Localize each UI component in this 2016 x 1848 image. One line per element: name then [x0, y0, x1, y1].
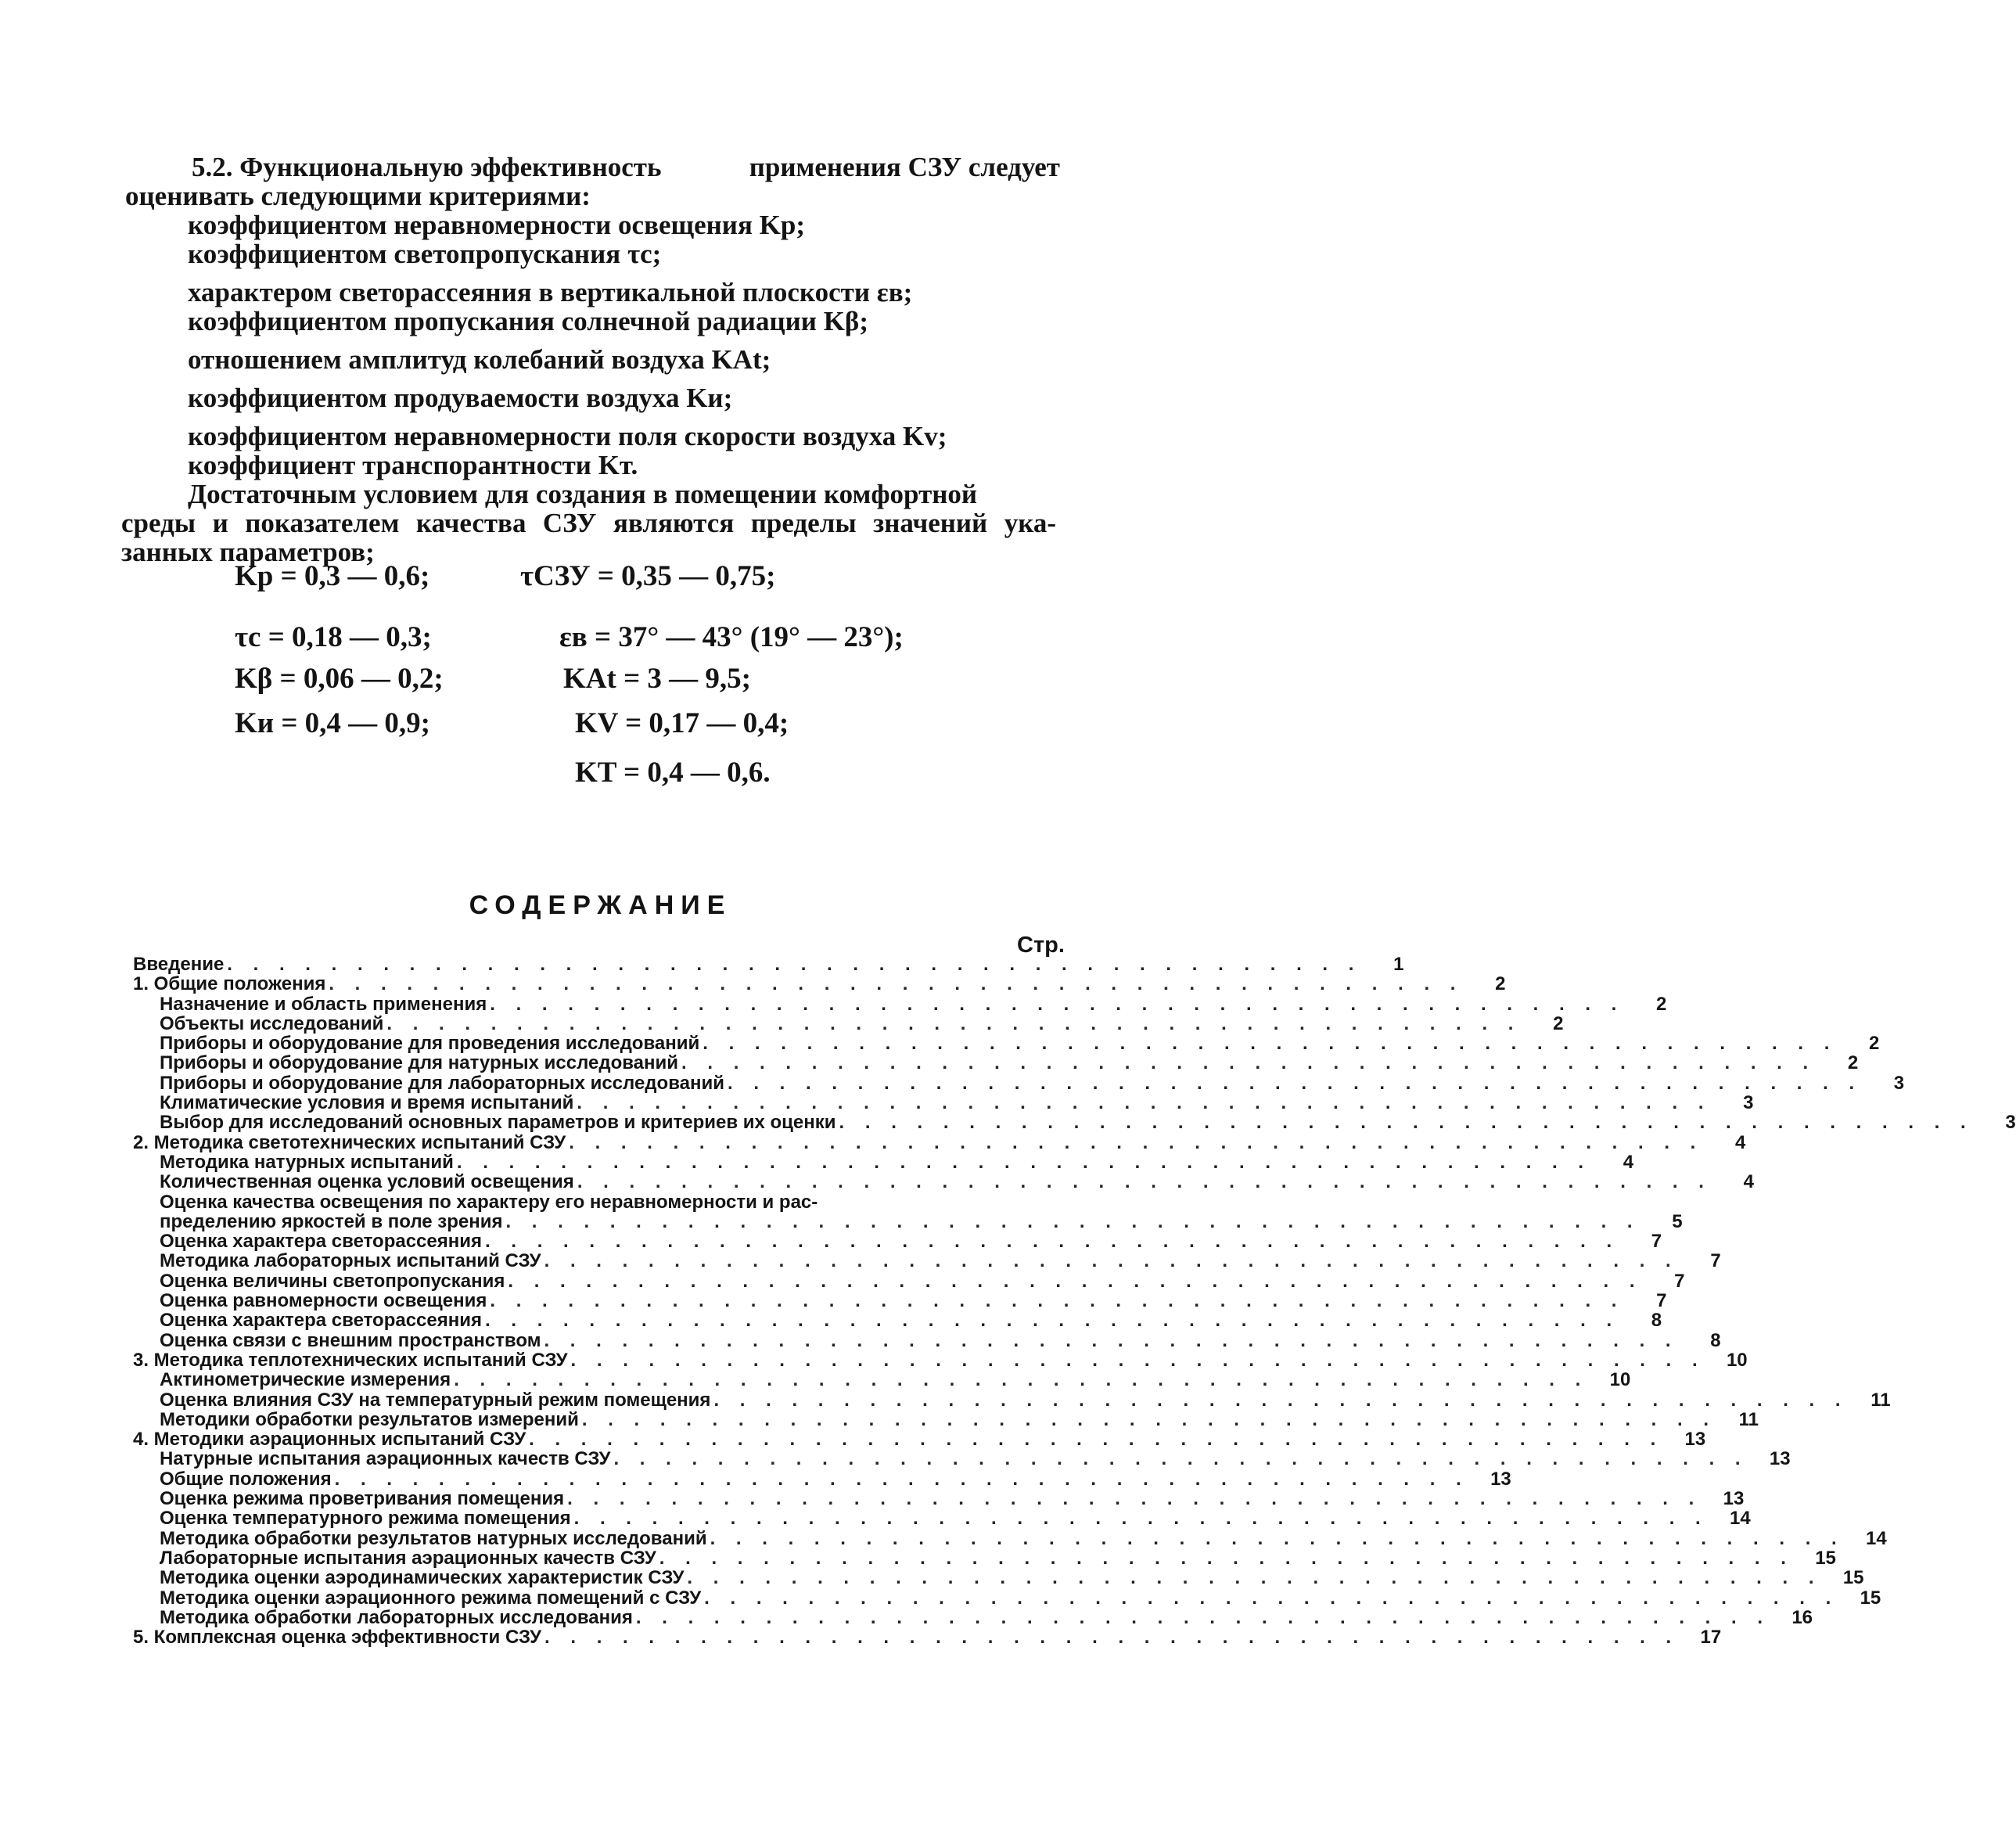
table-of-contents	[133, 954, 2016, 1648]
toc-leader-dots: . . . . . . . . . . . . . . . . . . . . . . . . . . . . . . . . . . . . . . . . . . . .	[456, 1151, 1592, 1173]
toc-leader-dots: . . . . . . . . . . . . . . . . . . . . . . . . . . . . . . . . . . . . . . . . . . . .	[839, 1112, 1974, 1134]
toc-entry-label: Количественная оценка условий освещения	[160, 1171, 574, 1193]
toc-entry-page: 8	[1710, 1329, 1721, 1351]
toc-entry-label: Оценка температурного режима помещения	[160, 1508, 571, 1530]
toc-entry-label: Методика оценки аэродинамических характеристик СЗУ	[160, 1567, 685, 1589]
toc-entry-label: Методики обработки результатов измерений	[160, 1408, 579, 1430]
toc-leader-dots: . . . . . . . . . . . . . . . . . . . . . . . . . . . . . . . . . . . . . . . . . . . .	[334, 1468, 1469, 1490]
toc-entry-page: 5	[1672, 1210, 1683, 1232]
toc-entry	[133, 1389, 1891, 1411]
toc-entry-page: 14	[1866, 1527, 1887, 1549]
toc-entry	[133, 954, 1404, 975]
formula-tc: τс = 0,18 — 0,3;	[235, 621, 432, 653]
toc-entry-label: Оценка величины светопропускания	[160, 1270, 505, 1292]
toc-entry-label: Оценка влияния СЗУ на температурный режим помещения	[160, 1389, 711, 1411]
section-5-2	[121, 152, 1064, 567]
toc-entry-page: 3	[2005, 1112, 2016, 1134]
toc-entry-label: Объекты исследований	[160, 1012, 384, 1034]
toc-entry-page: 13	[1769, 1448, 1791, 1470]
toc-leader-dots: . . . . . . . . . . . . . . . . . . . . . . . . . . . . . . . . . . . . . . . . . . . .	[454, 1369, 1589, 1391]
toc-entry	[133, 1567, 1864, 1589]
toc-entry-label: Натурные испытания аэрационных качеств СЗУ	[160, 1448, 611, 1470]
toc-entry-label: Общие положения	[160, 1468, 332, 1490]
toc-entry-label: Назначение и область применения	[160, 993, 487, 1015]
toc-entry-label: 2. Методика светотехнических испытаний СЗУ	[133, 1131, 566, 1153]
toc-entry-page: 15	[1860, 1587, 1881, 1609]
toc-entry	[133, 1072, 1905, 1094]
toc-leader-dots: . . . . . . . . . . . . . . . . . . . . . . . . . . . . . . . . . . . . . . . . . . . .	[508, 1270, 1643, 1292]
criterion-2: коэффициентом светопропускания τс;	[188, 239, 662, 269]
toc-entry	[133, 1329, 1721, 1351]
toc-entry-label: Введение	[133, 954, 225, 975]
toc-leader-dots: . . . . . . . . . . . . . . . . . . . . . . . . . . . . . . . . . . . . . . . . . . . .	[710, 1527, 1845, 1549]
toc-leader-dots: . . . . . . . . . . . . . . . . . . . . . . . . . . . . . . . . . . . . . . . . . . . .	[687, 1567, 1822, 1589]
toc-entry	[133, 1231, 1662, 1253]
toc-leader-dots: . . . . . . . . . . . . . . . . . . . . . . . . . . . . . . . . . . . . . . . . . . . .	[659, 1547, 1794, 1569]
intro-line-2: оценивать следующими критериями:	[125, 181, 591, 211]
toc-entry-label: пределению яркостей в поле зрения	[160, 1210, 503, 1232]
conclusion-line-1: Достаточным условием для создания в помещении комфортной	[188, 479, 978, 509]
toc-entry-page: 13	[1723, 1488, 1745, 1510]
toc-entry-page: 2	[1869, 1033, 1880, 1055]
criterion-5: отношением амплитуд колебаний воздуха KAt;	[188, 344, 771, 375]
intro-line-1-a: 5.2. Функциональную эффективность	[192, 152, 662, 182]
toc-entry-page: 16	[1791, 1606, 1813, 1628]
toc-entry-page: 4	[1623, 1151, 1634, 1173]
toc-entry	[133, 973, 1506, 995]
toc-entry-page: 2	[1656, 993, 1667, 1015]
formula-kv: KV = 0,17 — 0,4;	[575, 707, 789, 739]
toc-entry-page: 2	[1553, 1012, 1564, 1034]
toc-entry-page: 3	[1893, 1072, 1905, 1094]
toc-entry-label: Методика лабораторных испытаний СЗУ	[160, 1250, 541, 1272]
toc-entry	[133, 1349, 1748, 1371]
toc-entry	[133, 1448, 1791, 1470]
toc-page-header: Стр.	[1017, 933, 1065, 958]
toc-leader-dots: . . . . . . . . . . . . . . . . . . . . . . . . . . . . . . . . . . . . . . . . . . . .	[485, 1310, 1620, 1332]
toc-leader-dots: . . . . . . . . . . . . . . . . . . . . . . . . . . . . . . . . . . . . . . . . . . . .	[577, 1171, 1712, 1193]
toc-entry	[133, 1270, 1685, 1292]
criterion-7: коэффициентом неравномерности поля скорости воздуха Kv;	[188, 421, 947, 451]
conclusion-line-2: среды и показателем качества СЗУ являются пределы значений ука-	[121, 508, 1056, 538]
toc-entry-page: 13	[1490, 1468, 1511, 1490]
toc-entry-page: 13	[1684, 1429, 1706, 1451]
toc-entry	[133, 1092, 1754, 1114]
toc-leader-dots: . . . . . . . . . . . . . . . . . . . . . . . . . . . . . . . . . . . . . . . . . . . .	[544, 1329, 1679, 1351]
toc-entry-page: 10	[1726, 1349, 1748, 1371]
toc-entry-page: 7	[1656, 1290, 1667, 1312]
toc-entry	[133, 1508, 1751, 1530]
toc-entry-page: 8	[1651, 1310, 1662, 1332]
toc-entry	[133, 1408, 1759, 1430]
toc-entry	[133, 1369, 1631, 1391]
toc-entry-page: 10	[1609, 1369, 1631, 1391]
toc-entry-page: 2	[1847, 1052, 1859, 1074]
toc-entry	[133, 1033, 1880, 1055]
formula-ku: Kи = 0,4 — 0,9;	[235, 707, 431, 739]
toc-entry-label: Оценка качества освещения по характеру его неравномерности и рас-	[160, 1191, 818, 1213]
toc-leader-dots: . . . . . . . . . . . . . . . . . . . . . . . . . . . . . . . . . . . . . . . . . . . .	[529, 1429, 1664, 1451]
toc-entry-label: Методика обработки результатов натурных исследований	[160, 1527, 707, 1549]
toc-entry-page: 2	[1495, 973, 1506, 995]
criterion-4: коэффициентом пропускания солнечной радиации Kβ;	[188, 306, 869, 336]
formula-ev: εв = 37° — 43° (19° — 23°);	[559, 621, 904, 653]
toc-leader-dots: . . . . . . . . . . . . . . . . . . . . . . . . . . . . . . . . . . . . . . . . . . . .	[386, 1012, 1522, 1034]
toc-entry	[133, 1210, 1683, 1232]
toc-leader-dots: . . . . . . . . . . . . . . . . . . . . . . . . . . . . . . . . . . . . . . . . . . . .	[581, 1408, 1716, 1430]
toc-entry-label: 3. Методика теплотехнических испытаний СЗУ	[133, 1349, 568, 1371]
toc-entry-page: 15	[1842, 1567, 1864, 1589]
toc-entry-label: 5. Комплексная оценка эффективности СЗУ	[133, 1627, 542, 1648]
toc-entry	[133, 1488, 1745, 1510]
toc-leader-dots: . . . . . . . . . . . . . . . . . . . . . . . . . . . . . . . . . . . . . . . . . . . .	[713, 1389, 1849, 1411]
toc-entry	[133, 1112, 2016, 1134]
toc-entry-page: 11	[1870, 1389, 1891, 1411]
toc-leader-dots: . . . . . . . . . . . . . . . . . . . . . . . . . . . . . . . . . . . . . . . . . . . .	[567, 1488, 1702, 1510]
toc-leader-dots: . . . . . . . . . . . . . . . . . . . . . . . . . . . . . . . . . . . . . . . . . . . .	[728, 1072, 1863, 1094]
toc-entry	[133, 1587, 1881, 1609]
toc-entry-page: 4	[1735, 1131, 1746, 1153]
toc-leader-dots: . . . . . . . . . . . . . . . . . . . . . . . . . . . . . . . . . . . . . . . . . . . .	[570, 1349, 1705, 1371]
toc-leader-dots: . . . . . . . . . . . . . . . . . . . . . . . . . . . . . . . . . . . . . . . . . . . .	[329, 973, 1464, 995]
criterion-6: коэффициентом продуваемости воздуха Kи;	[188, 383, 733, 413]
toc-entry-page: 7	[1674, 1270, 1685, 1292]
toc-title: СОДЕРЖАНИЕ	[469, 890, 732, 920]
toc-entry	[133, 993, 1667, 1015]
conclusion-line-3: занных параметров;	[121, 537, 375, 567]
toc-entry	[133, 1310, 1662, 1332]
toc-leader-dots: . . . . . . . . . . . . . . . . . . . . . . . . . . . . . . . . . . . . . . . . . . . .	[573, 1508, 1709, 1530]
toc-entry-page: 3	[1743, 1092, 1754, 1114]
toc-leader-dots: . . . . . . . . . . . . . . . . . . . . . . . . . . . . . . . . . . . . . . . . . . . .	[635, 1606, 1771, 1628]
toc-entry	[133, 1151, 1634, 1173]
toc-entry-label: Оценка режима проветривания помещения	[160, 1488, 565, 1510]
toc-entry-label: Оценка характера светорассеяния	[160, 1310, 483, 1332]
toc-entry-page: 14	[1730, 1508, 1751, 1530]
toc-leader-dots: . . . . . . . . . . . . . . . . . . . . . . . . . . . . . . . . . . . . . . . . . . . .	[485, 1231, 1620, 1253]
toc-entry	[133, 1131, 1746, 1153]
toc-entry	[133, 1012, 1564, 1034]
toc-entry	[133, 1527, 1887, 1549]
criterion-8: коэффициент транспорантности Kт.	[188, 450, 638, 480]
toc-entry	[133, 1290, 1667, 1312]
toc-entry-label: 4. Методики аэрационных испытаний СЗУ	[133, 1429, 526, 1451]
toc-leader-dots: . . . . . . . . . . . . . . . . . . . . . . . . . . . . . . . . . . . . . . . . . . . .	[569, 1131, 1704, 1153]
formula-kp: Kр = 0,3 — 0,6;	[235, 560, 430, 592]
toc-leader-dots: . . . . . . . . . . . . . . . . . . . . . . . . . . . . . . . . . . . . . . . . . . . .	[490, 993, 1625, 1015]
toc-entry-label: Приборы и оборудование для лабораторных исследований	[160, 1072, 724, 1094]
formula-kat: KAt = 3 — 9,5;	[563, 663, 751, 695]
formula-kbeta: Kβ = 0,06 — 0,2;	[235, 663, 444, 695]
toc-leader-dots: . . . . . . . . . . . . . . . . . . . . . . . . . . . . . . . . . . . . . . . . . . . .	[227, 954, 1362, 975]
toc-entry	[133, 1547, 1836, 1569]
toc-entry	[133, 1250, 1721, 1272]
toc-entry-label: Приборы и оборудование для проведения исследований	[160, 1033, 700, 1055]
toc-entry-label: Климатические условия и время испытаний	[160, 1092, 574, 1114]
toc-entry-label: Лабораторные испытания аэрационных качеств СЗУ	[160, 1547, 656, 1569]
toc-entry	[133, 1429, 1706, 1451]
toc-entry-page: 15	[1815, 1547, 1836, 1569]
toc-entry-label: Актинометрические измерения	[160, 1369, 451, 1391]
toc-entry-label: 1. Общие положения	[133, 973, 326, 995]
toc-entry-page: 7	[1651, 1231, 1662, 1253]
toc-leader-dots: . . . . . . . . . . . . . . . . . . . . . . . . . . . . . . . . . . . . . . . . . . . .	[613, 1448, 1748, 1470]
toc-entry	[133, 1171, 1754, 1193]
formula-tszu: τСЗУ = 0,35 — 0,75;	[520, 560, 776, 592]
toc-leader-dots: . . . . . . . . . . . . . . . . . . . . . . . . . . . . . . . . . . . . . . . . . . . .	[704, 1587, 1839, 1609]
toc-entry-label: Методика оценки аэрационного режима помещений с СЗУ	[160, 1587, 702, 1609]
toc-leader-dots: . . . . . . . . . . . . . . . . . . . . . . . . . . . . . . . . . . . . . . . . . . . .	[505, 1210, 1640, 1232]
toc-entry-page: 7	[1710, 1250, 1721, 1272]
toc-entry-page: 1	[1393, 954, 1404, 975]
toc-entry-label: Оценка равномерности освещения	[160, 1290, 487, 1312]
toc-entry-page: 4	[1743, 1171, 1754, 1193]
toc-entry-label: Оценка характера светорассеяния	[160, 1231, 483, 1253]
formula-kt: KT = 0,4 — 0,6.	[575, 757, 771, 789]
toc-entry-label: Оценка связи с внешним пространством	[160, 1329, 541, 1351]
toc-entry	[133, 1627, 1722, 1648]
intro-line-1	[125, 153, 1060, 182]
toc-entry	[133, 1468, 1511, 1490]
toc-leader-dots: . . . . . . . . . . . . . . . . . . . . . . . . . . . . . . . . . . . . . . . . . . . .	[544, 1627, 1680, 1648]
toc-entry-label: Методика обработки лабораторных исследования	[160, 1606, 633, 1628]
criterion-3: характером светорассеяния в вертикальной плоскости εв;	[188, 277, 913, 307]
toc-leader-dots: . . . . . . . . . . . . . . . . . . . . . . . . . . . . . . . . . . . . . . . . . . . .	[577, 1092, 1712, 1114]
toc-entry	[133, 1052, 1859, 1074]
toc-entry-page: 11	[1738, 1408, 1759, 1430]
toc-leader-dots: . . . . . . . . . . . . . . . . . . . . . . . . . . . . . . . . . . . . . . . . . . . .	[703, 1033, 1838, 1055]
toc-entry	[133, 1192, 1072, 1212]
toc-entry-label: Приборы и оборудование для натурных исследований	[160, 1052, 679, 1074]
toc-leader-dots: . . . . . . . . . . . . . . . . . . . . . . . . . . . . . . . . . . . . . . . . . . . .	[490, 1290, 1625, 1312]
toc-entry-label: Выбор для исследований основных параметров и критериев их оценки	[160, 1112, 836, 1134]
criterion-1: коэффициентом неравномерности освещения Kр;	[188, 210, 805, 240]
toc-entry	[133, 1606, 1813, 1628]
intro-line-1-b: применения СЗУ следует	[749, 152, 1060, 182]
toc-entry-label: Методика натурных испытаний	[160, 1151, 454, 1173]
toc-leader-dots: . . . . . . . . . . . . . . . . . . . . . . . . . . . . . . . . . . . . . . . . . . . .	[681, 1052, 1817, 1074]
toc-entry-page: 17	[1700, 1627, 1722, 1648]
toc-leader-dots: . . . . . . . . . . . . . . . . . . . . . . . . . . . . . . . . . . . . . . . . . . . .	[544, 1250, 1679, 1272]
